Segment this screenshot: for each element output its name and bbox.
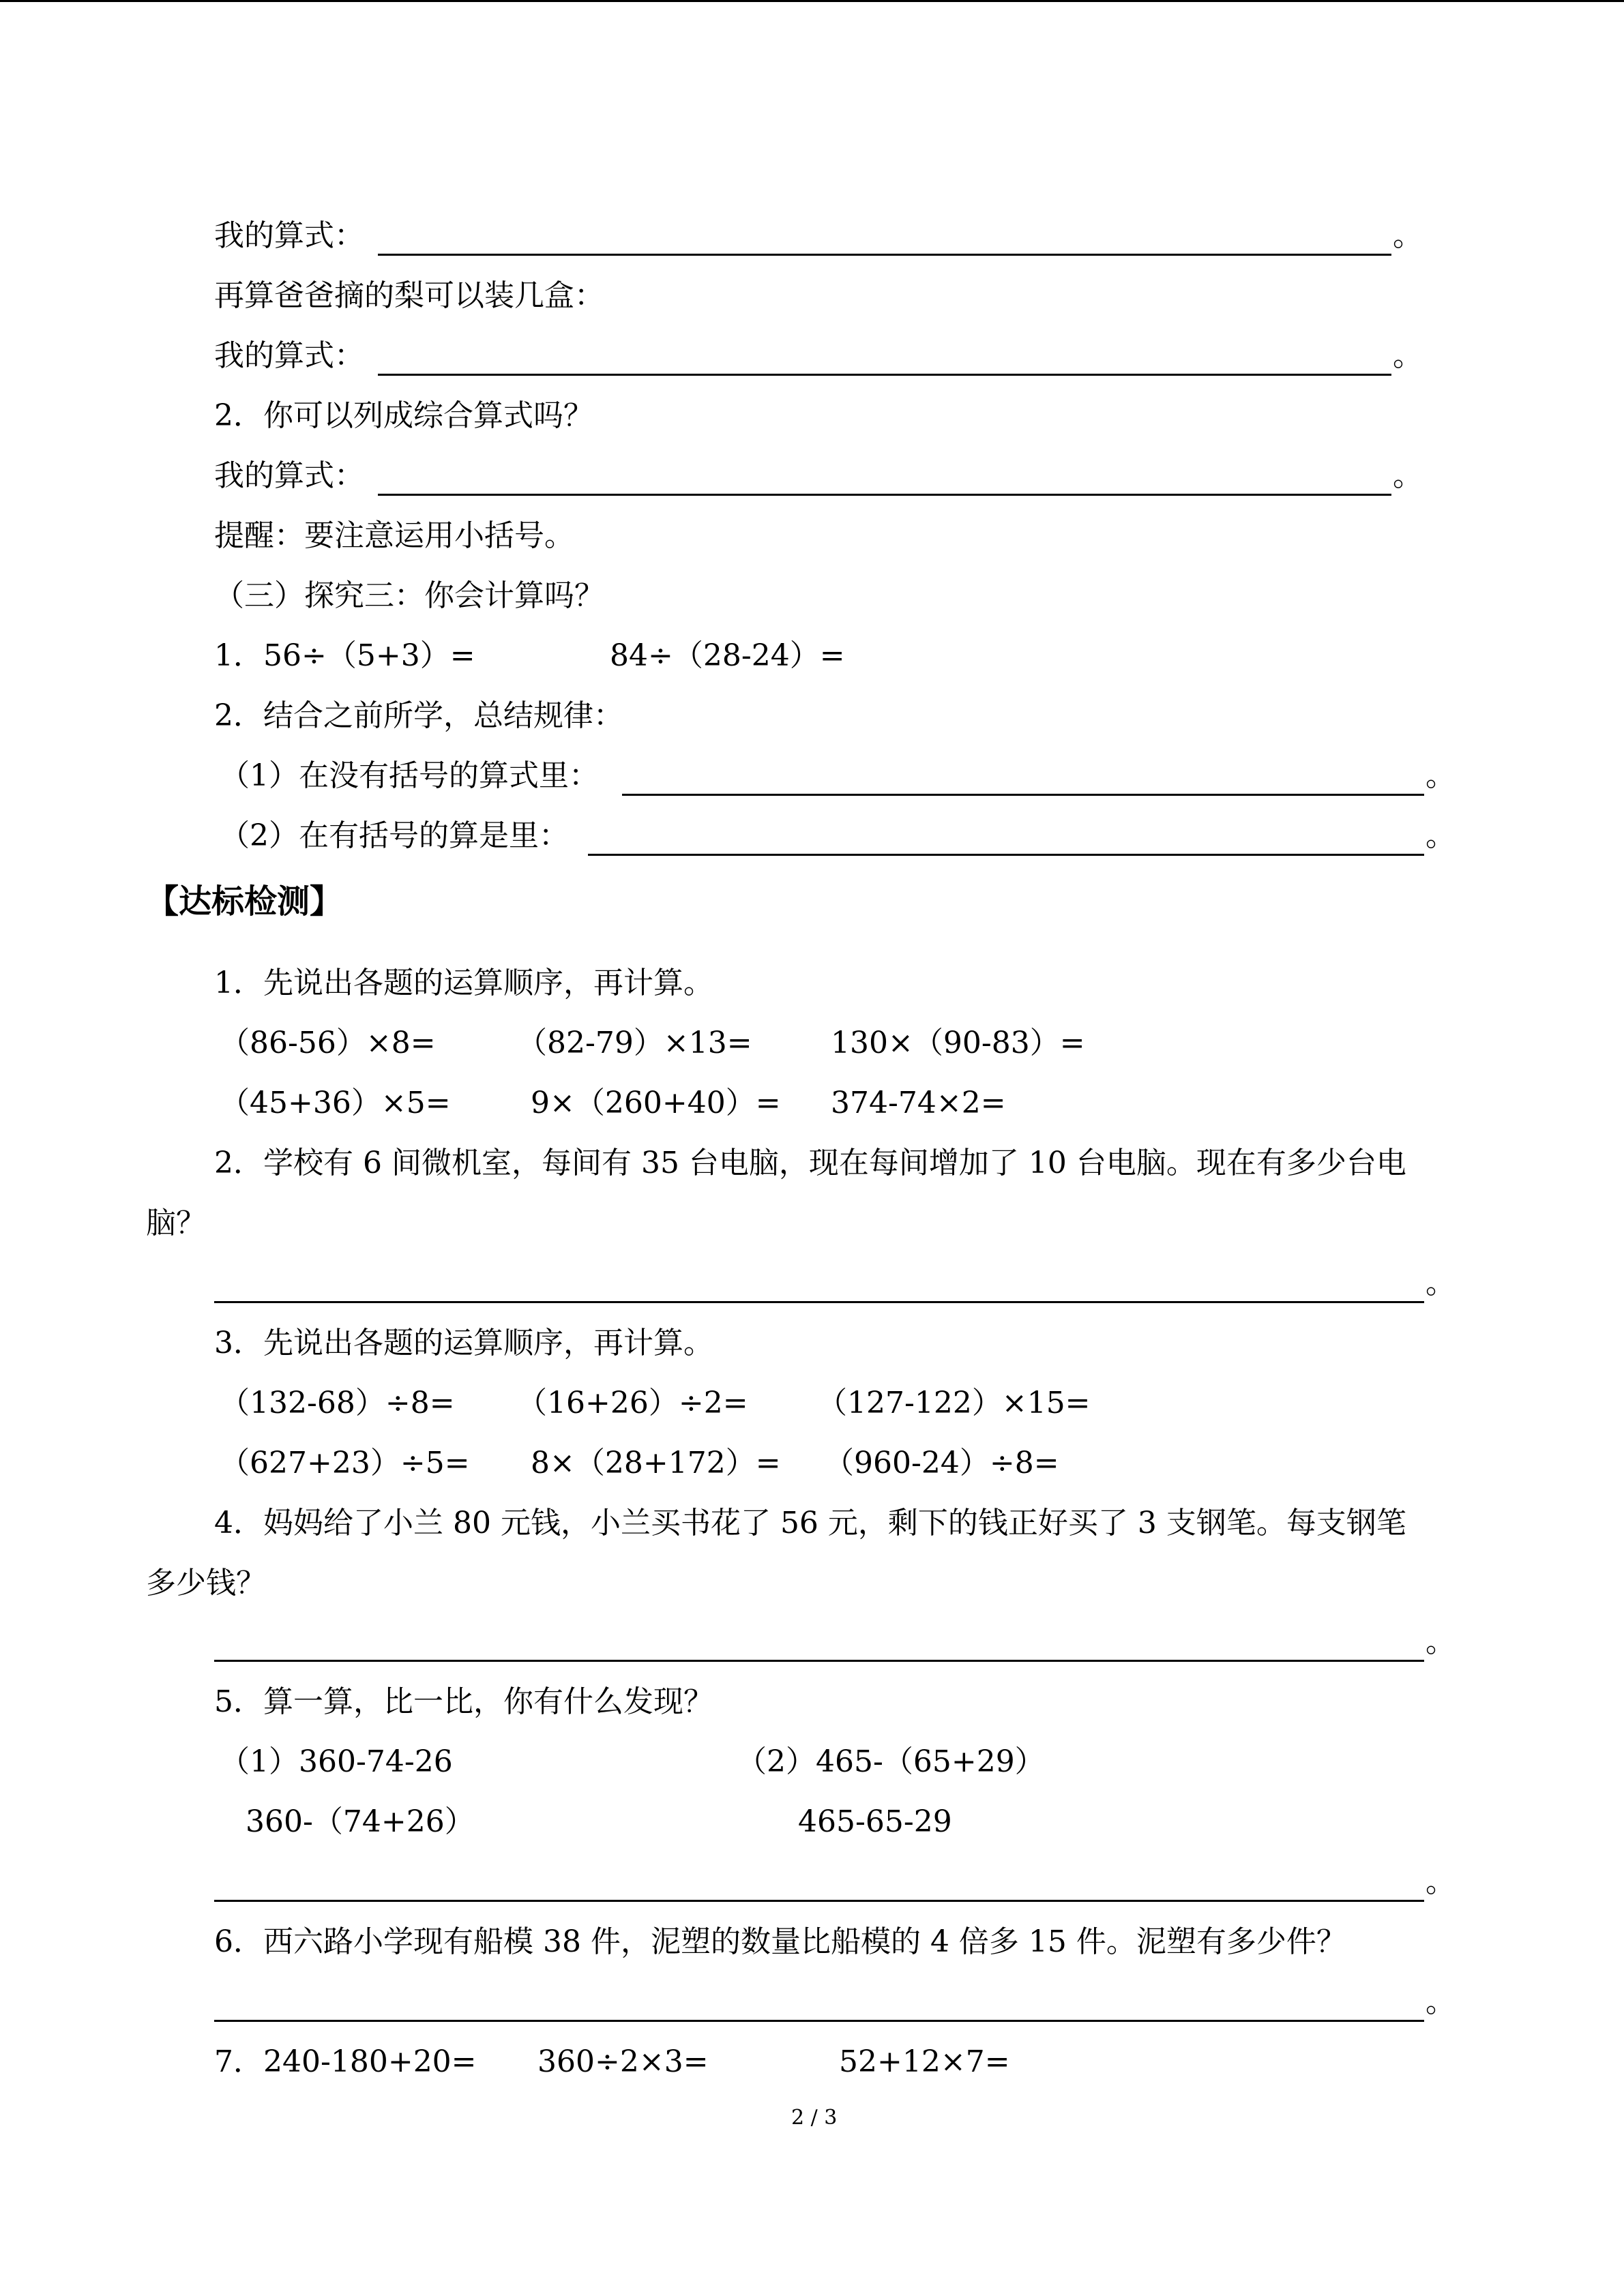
sentence-end: 。 — [1426, 1266, 1456, 1300]
expression: （82-79）×13= — [517, 1026, 752, 1060]
expression: （16+26）÷2= — [517, 1386, 748, 1420]
sentence-end: 。 — [1426, 1984, 1456, 2019]
expression: 374-74×2= — [831, 1086, 1006, 1120]
answer-line[interactable] — [214, 1301, 1424, 1303]
sentence-end: 。 — [1393, 338, 1423, 373]
check-q4-line1: 4．妈妈给了小兰 80 元钱，小兰买书花了 56 元，剩下的钱正好买了 3 支钢笔。每支钢笔 — [214, 1506, 1406, 1540]
calc-q1-a: 1．56÷（5+3）= — [214, 638, 475, 673]
sentence-end: 。 — [1393, 218, 1423, 253]
page-top-border — [0, 0, 1624, 2]
check-q5: 5．算一算，比一比，你有什么发现？ — [214, 1684, 713, 1719]
check-q7-a: 7．240-180+20= — [214, 2044, 477, 2079]
calc-q1-b: 84÷（28-24）= — [610, 638, 845, 673]
expression: （960-24）÷8= — [824, 1446, 1059, 1480]
formula-label: 我的算式： — [214, 218, 364, 253]
check-q4-line2: 多少钱？ — [146, 1566, 266, 1600]
expression: 9×（260+40）= — [531, 1086, 781, 1120]
explore3-title: （三）探究三：你会计算吗？ — [214, 578, 604, 613]
expression: （127-122）×15= — [817, 1386, 1091, 1420]
answer-line[interactable] — [378, 254, 1391, 256]
expression: （2）465-（65+29） — [737, 1744, 1045, 1779]
expression: 360-（74+26） — [246, 1804, 475, 1839]
page-number: 2 / 3 — [791, 2106, 838, 2130]
sentence-end: 。 — [1426, 818, 1456, 853]
sentence-end: 。 — [1393, 458, 1423, 493]
rule-1-label: （1）在没有括号的算式里： — [220, 758, 599, 793]
check-q7-c: 52+12×7= — [839, 2044, 1010, 2079]
expression: （627+23）÷5= — [220, 1446, 470, 1480]
pear-question: 再算爸爸摘的梨可以装几盒： — [214, 278, 604, 313]
reminder: 提醒：要注意运用小括号。 — [214, 518, 574, 553]
question-2: 2．结合之前所学，总结规律： — [214, 698, 623, 733]
expression: （1）360-74-26 — [220, 1744, 453, 1779]
check-q1: 1．先说出各题的运算顺序，再计算。 — [214, 966, 713, 1000]
expression: 130×（90-83）= — [831, 1026, 1085, 1060]
sentence-end: 。 — [1426, 758, 1456, 793]
check-q2-line1: 2．学校有 6 间微机室，每间有 35 台电脑，现在每间增加了 10 台电脑。现在有多少台电 — [214, 1146, 1406, 1180]
check-q2-line2: 脑？ — [146, 1206, 206, 1240]
sentence-end: 。 — [1426, 1624, 1456, 1659]
check-q3: 3．先说出各题的运算顺序，再计算。 — [214, 1326, 713, 1360]
answer-line[interactable] — [588, 854, 1424, 856]
question-2: 2．你可以列成综合算式吗？ — [214, 398, 593, 433]
expression: （132-68）÷8= — [220, 1386, 455, 1420]
answer-line[interactable] — [214, 2020, 1424, 2022]
expression: （86-56）×8= — [220, 1026, 436, 1060]
expression: 8×（28+172）= — [531, 1446, 781, 1480]
check-q6: 6．西六路小学现有船模 38 件，泥塑的数量比船模的 4 倍多 15 件。泥塑有多少件？ — [214, 1924, 1346, 1959]
answer-line[interactable] — [622, 794, 1424, 796]
formula-label: 我的算式： — [214, 458, 364, 493]
answer-line[interactable] — [378, 494, 1391, 496]
sentence-end: 。 — [1426, 1864, 1456, 1899]
expression: （45+36）×5= — [220, 1086, 451, 1120]
answer-line[interactable] — [378, 374, 1391, 376]
formula-label: 我的算式： — [214, 338, 364, 373]
rule-2-label: （2）在有括号的算是里： — [220, 818, 569, 853]
answer-line[interactable] — [214, 1660, 1424, 1662]
section-heading: 【达标检测】 — [146, 882, 343, 921]
check-q7-b: 360÷2×3= — [537, 2044, 709, 2079]
expression: 465-65-29 — [798, 1804, 952, 1839]
answer-line[interactable] — [214, 1900, 1424, 1902]
